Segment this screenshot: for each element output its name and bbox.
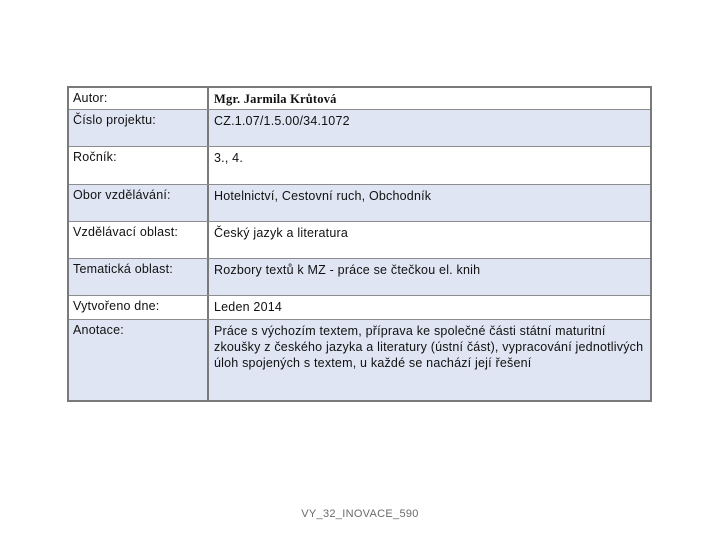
field-of-study-value: Hotelnictví, Cestovní ruch, Obchodník <box>214 189 432 203</box>
educational-area-label: Vzdělávací oblast: <box>69 222 209 258</box>
author-value: Mgr. Jarmila Krůtová <box>214 92 337 106</box>
thematic-area-value: Rozbory textů k MZ - práce se čtečkou el. knih <box>214 263 481 277</box>
row-annotation <box>69 320 650 400</box>
educational-area-value: Český jazyk a literatura <box>214 226 349 240</box>
project-number-label: Číslo projektu: <box>69 110 209 146</box>
annotation-label: Anotace: <box>69 320 209 400</box>
row-project-number <box>69 110 650 147</box>
grade-value: 3., 4. <box>214 151 243 165</box>
field-of-study-label: Obor vzdělávání: <box>69 185 209 221</box>
author-label: Autor: <box>69 88 209 109</box>
thematic-area-label: Tematická oblast: <box>69 259 209 295</box>
row-created-date <box>69 296 650 320</box>
grade-label: Ročník: <box>69 147 209 184</box>
row-educational-area <box>69 222 650 259</box>
project-number-value: CZ.1.07/1.5.00/34.1072 <box>214 114 350 128</box>
row-author <box>69 88 650 110</box>
row-thematic-area <box>69 259 650 296</box>
document-code-footer: VY_32_INOVACE_590 <box>301 508 419 520</box>
created-date-value: Leden 2014 <box>214 300 283 314</box>
metadata-table <box>67 86 652 402</box>
row-grade <box>69 147 650 185</box>
annotation-value: Práce s výchozím textem, příprava ke společné části státní maturitní zkoušky z českého jazyka a literatury (ústní část), vypracování jednotlivých úloh spojených s textem, u každé se nachází její řešení <box>214 324 644 370</box>
row-field-of-study <box>69 185 650 222</box>
created-date-label: Vytvořeno dne: <box>69 296 209 319</box>
